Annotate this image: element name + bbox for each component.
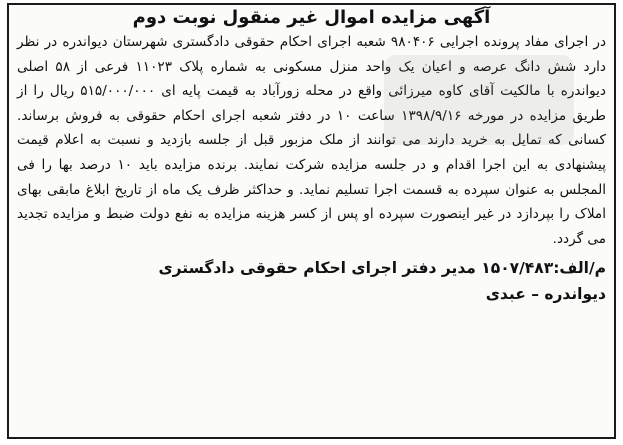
notice-body-text: در اجرای مفاد پرونده اجرایی ۹۸۰۴۰۶ شعبه اجرای احکام حقوقی دادگستری شهرستان دیواندره در نظر دارد شش دانگ عرصه و اعیان یک واحد منزل مسکونی به شماره پلاک ۱۱۰۲۳ فرعی از ۵۸ اصلی دیواندره با مالکیت آقای کاوه میرزائی واقع در محله زورآباد به قیمت پایه ای ۵۱۵/۰۰۰/۰۰۰ ریال را از طریق مزایده در مورخه ۱۳۹۸/۹/۱۶ ساعت ۱۰ در دفتر شعبه اجرای احکام حقوقی به فروش برساند. کسانی که تمایل به خرید دارند می توانند از ملک مزبور قبل از جلسه بازدید و نسبت به اعلام قیمت پیشنهادی به این اجرا اقدام و در جلسه مزایده شرکت نمایند. برنده مزایده باید ۱۰ درصد بها را فی المجلس به عنوان سپرده به قسمت اجرا تسلیم نماید. و حداکثر ظرف یک ماه از تاریخ ابلاغ مابقی بهای املاک را بپردازد در غیر اینصورت سپرده او پس از کسر هزینه مزایده به نفع دولت ضبط و مزایده تجدید می گردد. (17, 34, 606, 247)
notice-title: آگهی مزایده اموال غیر منقول نوبت دوم (132, 7, 491, 28)
auction-notice (7, 3, 616, 439)
signature-line-2: دیواندره – عبدی (485, 285, 606, 304)
signature-block (9, 255, 614, 307)
signature-line-1: م/الف:۱۵۰۷/۴۸۳ مدیر دفتر اجرای احکام حقوقی دادگستری (158, 259, 606, 278)
notice-body (9, 30, 614, 251)
